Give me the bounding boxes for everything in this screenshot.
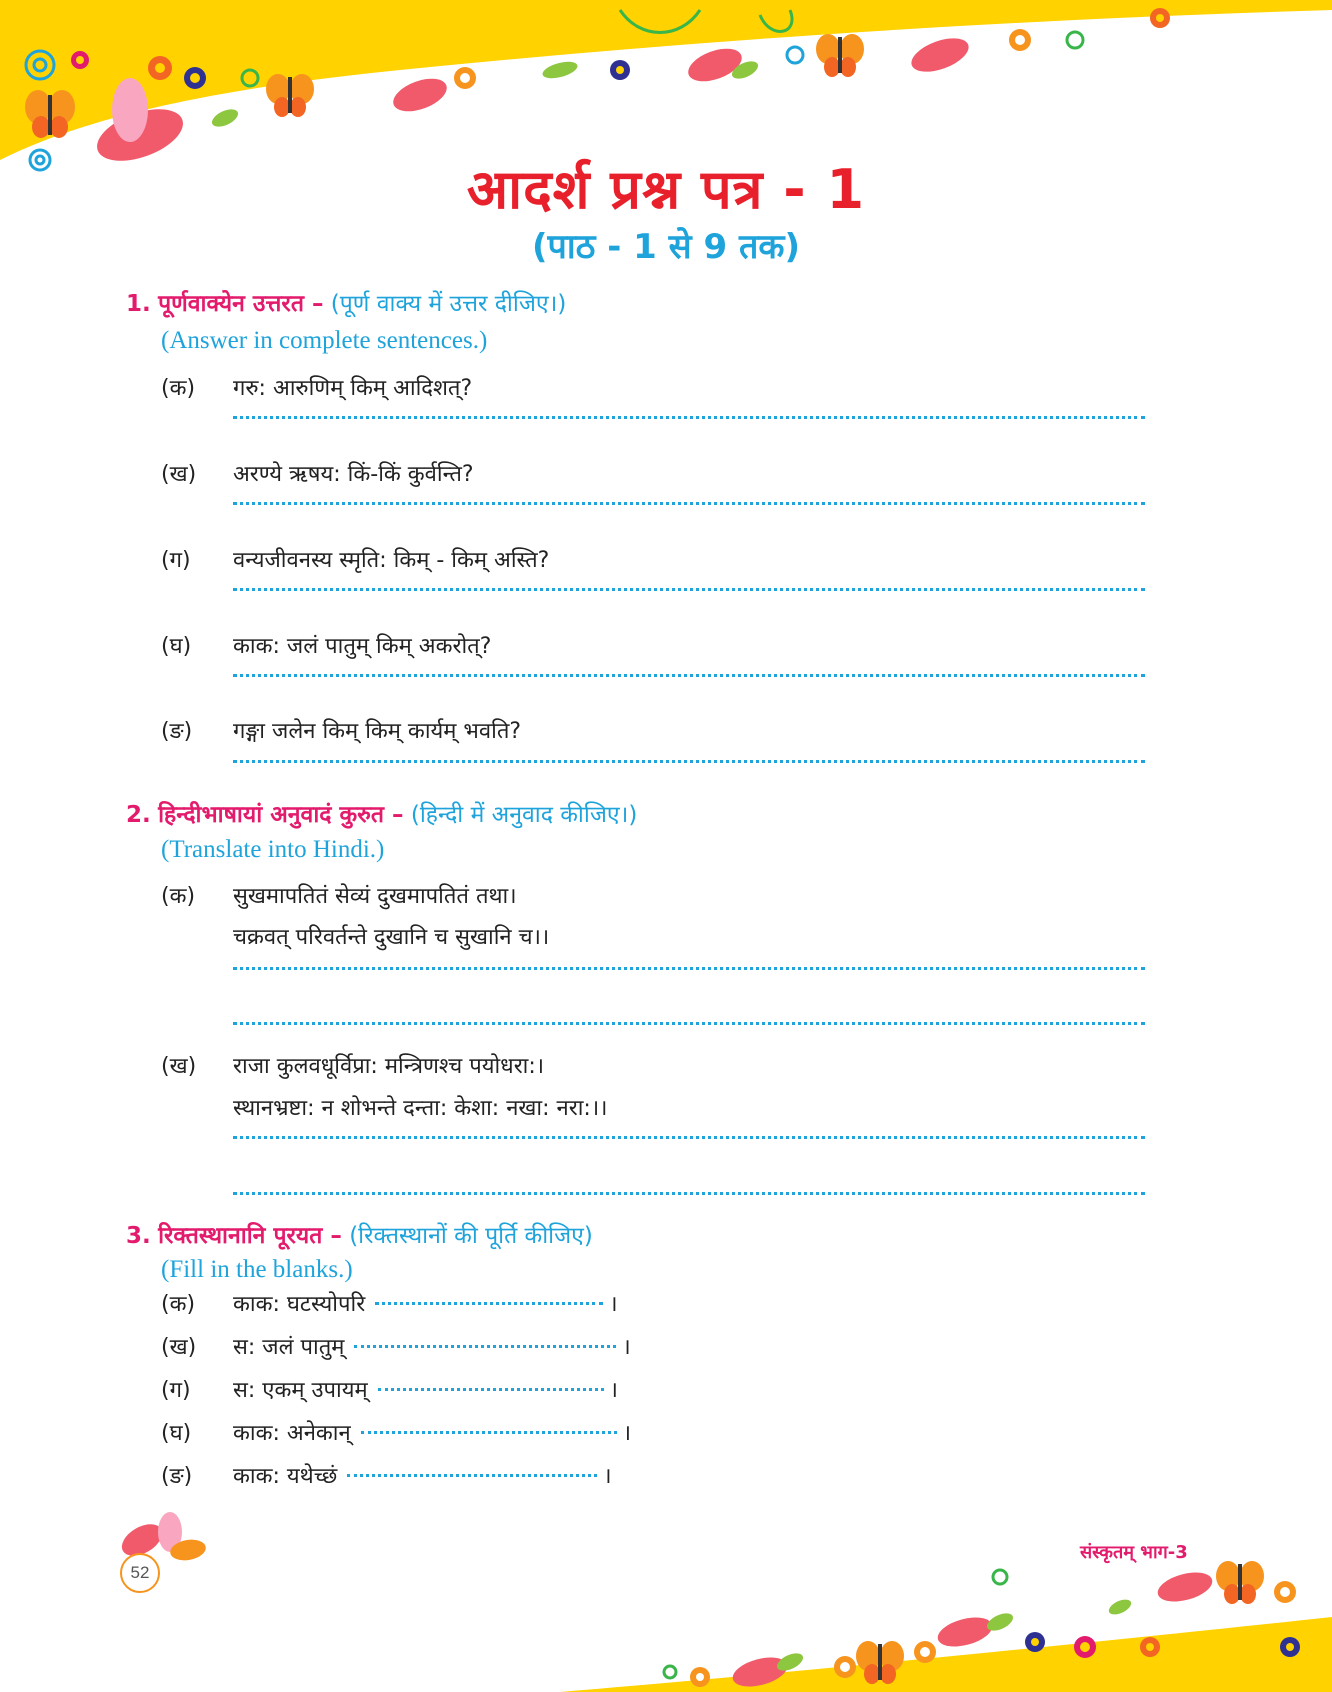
section-1-heading [126, 286, 566, 318]
fill-blank-item [233, 1417, 631, 1447]
answer-line[interactable] [233, 588, 1145, 591]
fill-blank-text: स: एकम् उपायम् [233, 1378, 368, 1403]
question-label: (घ) [161, 1421, 192, 1446]
fill-blank-item [233, 1374, 618, 1404]
butterfly-icon [266, 74, 314, 117]
question-label: (ख) [161, 1054, 197, 1079]
question-label: (क) [161, 884, 196, 909]
bottom-decorative-border [0, 1522, 1332, 1692]
section-heading-english: (Answer in complete sentences.) [161, 327, 488, 354]
danda-mark: । [609, 1292, 618, 1317]
verse-line: राजा कुलवधूर्विप्रा: मन्त्रिणश्च पयोधरा:। [233, 1054, 545, 1079]
section-heading-sanskrit: रिक्तस्थानानि पूरयत – [158, 1223, 342, 1249]
danda-mark: । [622, 1421, 632, 1446]
page-number: 52 [120, 1553, 160, 1593]
verse-line: स्थानभ्रष्टा: न शोभन्ते दन्ता: केशा: नखा: नरा:।। [233, 1096, 608, 1121]
question-label: (क) [161, 376, 196, 401]
question-text: गरु: आरुणिम् किम् आदिशत्? [233, 376, 473, 401]
danda-mark: । [622, 1335, 631, 1360]
page-subtitle: (पाठ - 1 से 9 तक) [531, 227, 801, 267]
book-label: संस्कृतम् भाग-3 [1080, 1542, 1188, 1563]
question-label: (क) [161, 1292, 196, 1317]
blank-line[interactable] [378, 1388, 604, 1391]
answer-line[interactable] [233, 1192, 1145, 1195]
verse-line: सुखमापतितं सेव्यं दुखमापतितं तथा। [233, 884, 517, 909]
question-text: अरण्ये ऋषय: किं-किं कुर्वन्ति? [233, 462, 474, 487]
question-label: (घ) [161, 634, 192, 659]
question-text: गङ्गा जलेन किम् किम् कार्यम् भवति? [233, 719, 522, 744]
answer-line[interactable] [233, 967, 1145, 970]
question-label: (ख) [161, 462, 197, 487]
question-label: (ङ) [161, 719, 193, 744]
section-heading-hindi: (हिन्दी में अनुवाद कीजिए।) [410, 802, 638, 828]
section-heading-sanskrit: पूर्णवाक्येन उत्तरत – [158, 291, 324, 317]
answer-line[interactable] [233, 416, 1145, 419]
answer-line[interactable] [233, 502, 1145, 505]
answer-line[interactable] [233, 674, 1145, 677]
question-label: (ख) [161, 1335, 197, 1360]
blank-line[interactable] [375, 1302, 603, 1305]
blank-line[interactable] [361, 1431, 617, 1434]
answer-line[interactable] [233, 1136, 1145, 1139]
danda-mark: । [609, 1378, 618, 1403]
section-3-heading [126, 1218, 593, 1250]
answer-line[interactable] [233, 1022, 1145, 1025]
butterfly-icon [1216, 1561, 1264, 1604]
question-label: (ग) [161, 548, 191, 573]
fill-blank-text: काक: अनेकान् [233, 1421, 351, 1446]
section-heading-hindi: (पूर्ण वाक्य में उत्तर दीजिए।) [330, 291, 567, 317]
question-label: (ग) [161, 1378, 191, 1403]
blank-line[interactable] [347, 1474, 597, 1477]
fill-blank-item [233, 1331, 631, 1361]
section-heading-english: (Translate into Hindi.) [161, 836, 385, 863]
butterfly-icon [816, 34, 864, 77]
answer-line[interactable] [233, 760, 1145, 763]
section-heading-sanskrit: हिन्दीभाषायां अनुवादं कुरुत – [158, 802, 404, 828]
danda-mark: । [603, 1464, 612, 1489]
question-label: (ङ) [161, 1464, 193, 1489]
section-number: 2. [126, 802, 151, 828]
verse-line: चक्रवत् परिवर्तन्ते दुखानि च सुखानि च।। [233, 925, 550, 950]
blank-line[interactable] [354, 1345, 616, 1348]
fill-blank-text: स: जलं पातुम् [233, 1335, 345, 1360]
page-title: आदर्श प्रश्न पत्र - 1 [466, 158, 866, 221]
fill-blank-text: काक: यथेच्छं [233, 1464, 338, 1489]
section-number: 1. [126, 291, 151, 317]
question-text: वन्यजीवनस्य स्मृति: किम् - किम् अस्ति? [233, 548, 550, 573]
fill-blank-text: काक: घटस्योपरि [233, 1292, 366, 1317]
fill-blank-item [233, 1288, 618, 1318]
section-heading-english: (Fill in the blanks.) [161, 1256, 353, 1283]
fill-blank-item [233, 1460, 612, 1490]
section-2-heading [126, 797, 637, 829]
section-number: 3. [126, 1223, 151, 1249]
section-heading-hindi: (रिक्तस्थानों की पूर्ति कीजिए) [349, 1223, 593, 1249]
question-text: काक: जलं पातुम् किम् अकरोत्? [233, 634, 492, 659]
